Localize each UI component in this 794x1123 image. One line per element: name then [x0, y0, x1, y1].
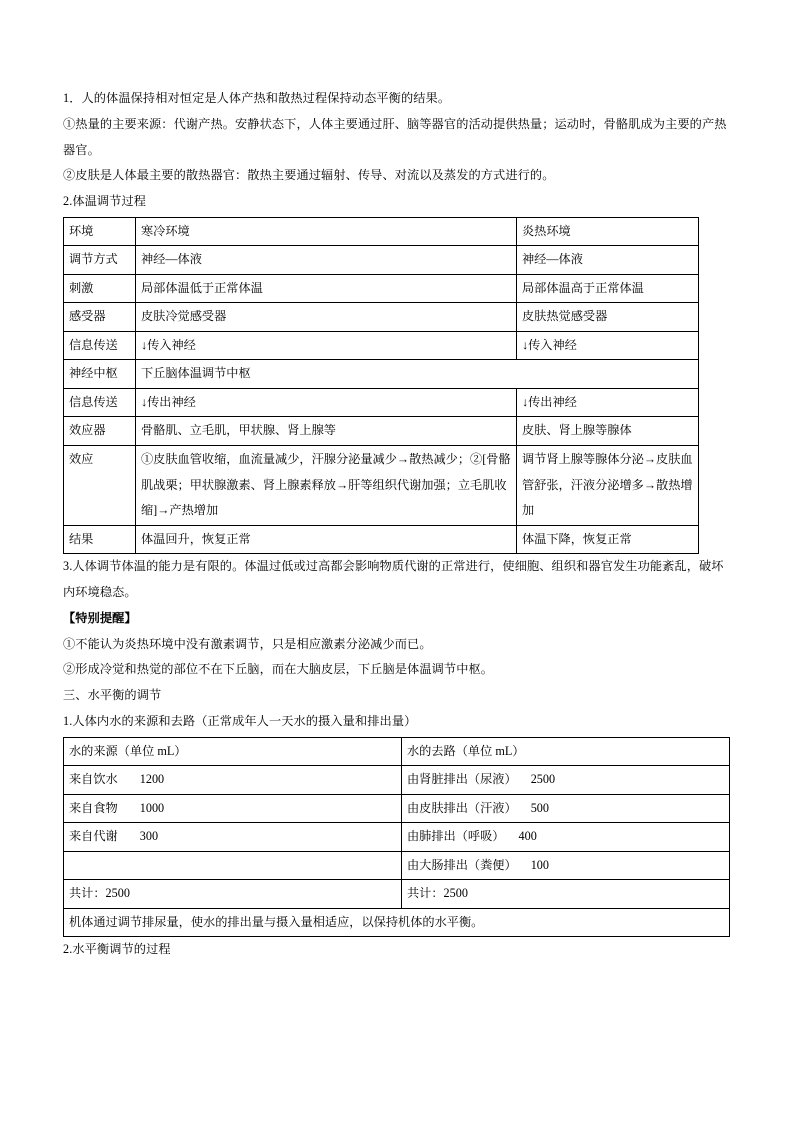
hot-cell: 局部体温高于正常体温 [517, 274, 699, 303]
output-label: 由肾脏排出（尿液） [407, 772, 517, 787]
row-label: 信息传送 [64, 331, 136, 360]
source-value: 1000 [139, 800, 165, 815]
source-label: 来自代谢 [69, 829, 118, 844]
cold-cell: 局部体温低于正常体温 [136, 274, 517, 303]
output-value: 400 [518, 829, 537, 844]
temperature-regulation-table [63, 217, 699, 554]
output-value: 2500 [530, 772, 556, 787]
table-row [64, 303, 699, 332]
source-label: 来自饮水 [69, 772, 118, 787]
table-row [64, 360, 699, 389]
cold-cell: 皮肤冷觉感受器 [136, 303, 517, 332]
hot-cell: 体温下降，恢复正常 [517, 525, 699, 554]
table-row [64, 445, 699, 525]
output-value: 100 [530, 857, 549, 872]
table-row [64, 794, 730, 823]
row-label: 结果 [64, 525, 136, 554]
water-source-cell [64, 823, 402, 852]
output-label: 由大肠排出（粪便） [407, 857, 517, 872]
source-value: 300 [139, 829, 159, 844]
temp-table-wrapper [63, 217, 731, 554]
heading-temp-regulation: 2.体温调节过程 [63, 194, 147, 209]
hot-cell: 皮肤热觉感受器 [517, 303, 699, 332]
water-output-cell [402, 851, 730, 880]
water-source-cell [64, 766, 402, 795]
tip-item-1: ①不能认为炎热环境中没有激素调节，只是相应激素分泌减少而已。 [63, 636, 432, 651]
paragraph-temp-limits: 3.人体调节体温的能力是有限的。体温过低或过高都会影响物质代谢的正常进行，使细胞、组织和器官发生功能紊乱，破坏内环境稳态。 [63, 559, 724, 600]
table-row [64, 525, 699, 554]
table-row [64, 417, 699, 446]
table-footer-row [64, 908, 730, 937]
output-value: 500 [530, 800, 549, 815]
table-header-row [64, 737, 730, 766]
row-label: 信息传送 [64, 388, 136, 417]
output-label: 由肺排出（呼吸） [407, 829, 505, 844]
table-row [64, 274, 699, 303]
water-table-footer-note: 机体通过调节排尿量，使水的排出量与摄入量相适应，以保持机体的水平衡。 [64, 908, 730, 937]
table-row [64, 331, 699, 360]
water-output-cell [402, 794, 730, 823]
water-source-cell [64, 794, 402, 823]
heading-water-table: 1.人体内水的来源和去路（正常成年人一天水的摄入量和排出量） [63, 714, 417, 729]
source-label: 来自食物 [69, 800, 118, 815]
row-label: 调节方式 [64, 246, 136, 275]
water-output-cell [402, 823, 730, 852]
water-source-cell-empty [64, 851, 402, 880]
cold-cell: 寒冷环境 [136, 217, 517, 246]
cold-cell: 神经—体液 [136, 246, 517, 275]
paragraph-heat-1: 1．人的体温保持相对恒定是人体产热和散热过程保持动态平衡的结果。 [63, 91, 451, 105]
water-table-wrapper [63, 737, 731, 938]
merged-cell-neural-center: 下丘脑体温调节中枢 [136, 360, 699, 389]
heading-special-reminder: 【特别提醒】 [63, 610, 137, 625]
hot-cell: ↓传出神经 [517, 388, 699, 417]
row-label: 效应 [64, 445, 136, 525]
cold-cell: ↓传出神经 [136, 388, 517, 417]
table-total-row [64, 880, 730, 909]
hot-cell: 炎热环境 [517, 217, 699, 246]
row-label: 神经中枢 [64, 360, 136, 389]
hot-cell: 神经—体液 [517, 246, 699, 275]
source-value: 1200 [139, 772, 165, 787]
hot-cell: 调节肾上腺等腺体分泌→皮肤血管舒张，汗液分泌增多→散热增加 [517, 445, 699, 525]
hot-cell: 皮肤、肾上腺等腺体 [517, 417, 699, 446]
cold-cell: ↓传入神经 [136, 331, 517, 360]
water-balance-table [63, 737, 730, 938]
paragraph-heat-3: ②皮肤是人体最主要的散热器官：散热主要通过辐射、传导、对流以及蒸发的方式进行的。 [63, 168, 555, 183]
row-label: 刺激 [64, 274, 136, 303]
table-row [64, 851, 730, 880]
table-row [64, 823, 730, 852]
tip-item-2: ②形成冷觉和热觉的部位不在下丘脑，而在大脑皮层，下丘脑是体温调节中枢。 [63, 662, 494, 677]
table-row [64, 766, 730, 795]
table-row [64, 217, 699, 246]
table-row [64, 388, 699, 417]
paragraph-heat-2: ①热量的主要来源：代谢产热。安静状态下，人体主要通过肝、脑等器官的活动提供热量；运动时，骨骼肌成为主要的产热器官。 [63, 116, 727, 157]
water-output-cell [402, 766, 730, 795]
row-label: 感受器 [64, 303, 136, 332]
hot-cell: ↓传入神经 [517, 331, 699, 360]
row-label: 环境 [64, 217, 136, 246]
header-water-source: 水的来源（单位 mL） [64, 737, 402, 766]
cold-cell: 骨骼肌、立毛肌，甲状腺、肾上腺等 [136, 417, 517, 446]
total-output: 共计：2500 [402, 880, 730, 909]
heading-water-process: 2.水平衡调节的过程 [63, 942, 171, 957]
row-label: 效应器 [64, 417, 136, 446]
document-body [63, 86, 731, 963]
cold-cell: ①皮肤血管收缩，血流量减少，汗腺分泌量减少→散热减少；②[骨骼肌战栗；甲状腺激素、肾上腺素释放→肝等组织代谢加强；立毛肌收缩]→产热增加 [136, 445, 517, 525]
table-row [64, 246, 699, 275]
total-source: 共计：2500 [64, 880, 402, 909]
cold-cell: 体温回升，恢复正常 [136, 525, 517, 554]
header-water-output: 水的去路（单位 mL） [402, 737, 730, 766]
heading-water-balance-section: 三、水平衡的调节 [63, 688, 162, 703]
output-label: 由皮肤排出（汗液） [407, 800, 517, 815]
